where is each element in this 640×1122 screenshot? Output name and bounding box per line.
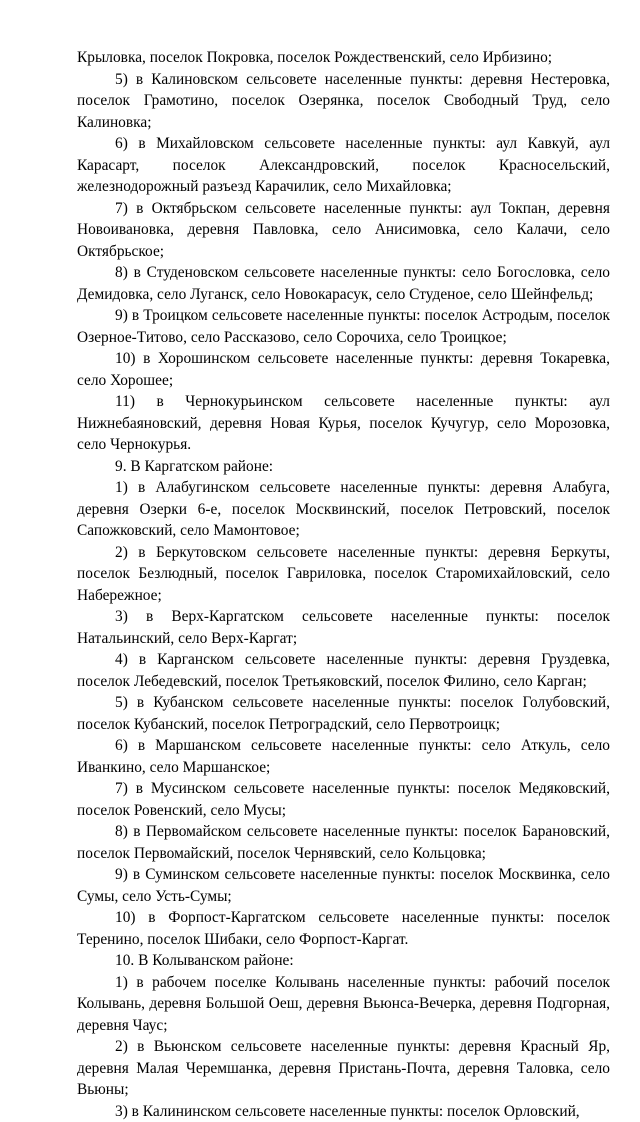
paragraph-21: 1) в рабочем поселке Колывань населенные пункты: рабочий поселок Колывань, деревня Большой Оеш, деревня Вьюнса-Вечерка, деревня Подгорная, деревня Чаус; bbox=[77, 972, 610, 1037]
paragraph-11: 2) в Беркутовском сельсовете населенные пункты: деревня Беркуты, поселок Безлюдный, поселок Гавриловка, поселок Старомихайловский, село Набережное; bbox=[77, 542, 610, 607]
paragraph-4: 7) в Октябрьском сельсовете населенные пункты: аул Токпан, деревня Новоивановка, деревня Павловка, село Анисимовка, село Калачи, село Октябрьское; bbox=[77, 198, 610, 263]
paragraph-10: 1) в Алабугинском сельсовете населенные пункты: деревня Алабуга, деревня Озерки 6-е, поселок Москвинский, поселок Петровский, поселок Сапожковский, село Мамонтовое; bbox=[77, 477, 610, 542]
paragraph-12: 3) в Верх-Каргатском сельсовете населенные пункты: поселок Натальинский, село Верх-Каргат; bbox=[77, 606, 610, 649]
paragraph-13: 4) в Карганском сельсовете населенные пункты: деревня Груздевка, поселок Лебедевский, поселок Третьяковский, поселок Филино, село Карган; bbox=[77, 649, 610, 692]
paragraph-17: 8) в Первомайском сельсовете населенные пункты: поселок Барановский, поселок Первомайский, поселок Чернявский, село Кольцовка; bbox=[77, 821, 610, 864]
paragraph-6: 9) в Троицком сельсовете населенные пункты: поселок Астродым, поселок Озерное-Титово, село Рассказово, село Сорочиха, село Троицкое; bbox=[77, 305, 610, 348]
paragraph-7: 10) в Хорошинском сельсовете населенные пункты: деревня Токаревка, село Хорошее; bbox=[77, 348, 610, 391]
paragraph-15: 6) в Маршанском сельсовете населенные пункты: село Аткуль, село Иванкино, село Маршанское; bbox=[77, 735, 610, 778]
paragraph-22: 2) в Вьюнском сельсовете населенные пункты: деревня Красный Яр, деревня Малая Черемшанка, деревня Пристань-Почта, деревня Таловка, село Вьюны; bbox=[77, 1036, 610, 1101]
paragraph-23: 3) в Калининском сельсовете населенные пункты: поселок Орловский, bbox=[77, 1101, 610, 1122]
section-heading-10: 10. В Колыванском районе: bbox=[77, 950, 610, 972]
paragraph-14: 5) в Кубанском сельсовете населенные пункты: поселок Голубовский, поселок Кубанский, поселок Петроградский, село Первотроицк; bbox=[77, 692, 610, 735]
paragraph-2: 5) в Калиновском сельсовете населенные пункты: деревня Нестеровка, поселок Грамотино, поселок Озерянка, поселок Свободный Труд, село Калиновка; bbox=[77, 69, 610, 134]
paragraph-3: 6) в Михайловском сельсовете населенные пункты: аул Кавкуй, аул Карасарт, поселок Александровский, поселок Красносельский, железнодорожный разъезд Карачилик, село Михайловка; bbox=[77, 133, 610, 198]
paragraph-5: 8) в Студеновском сельсовете населенные пункты: село Богословка, село Демидовка, село Луганск, село Новокарасук, село Студеное, село Шейнфельд; bbox=[77, 262, 610, 305]
paragraph-18: 9) в Суминском сельсовете населенные пункты: поселок Москвинка, село Сумы, село Усть-Сумы; bbox=[77, 864, 610, 907]
section-heading-9: 9. В Каргатском районе: bbox=[77, 456, 610, 478]
paragraph-19: 10) в Форпост-Каргатском сельсовете населенные пункты: поселок Теренино, поселок Шибаки, село Форпост-Каргат. bbox=[77, 907, 610, 950]
paragraph-1: Крыловка, поселок Покровка, поселок Рождественский, село Ирбизино; bbox=[77, 47, 610, 69]
paragraph-8: 11) в Чернокурьинском сельсовете населенные пункты: аул Нижнебаяновский, деревня Новая Курья, поселок Кучугур, село Морозовка, село Чернокурья. bbox=[77, 391, 610, 456]
paragraph-16: 7) в Мусинском сельсовете населенные пункты: поселок Медяковский, поселок Ровенский, село Мусы; bbox=[77, 778, 610, 821]
